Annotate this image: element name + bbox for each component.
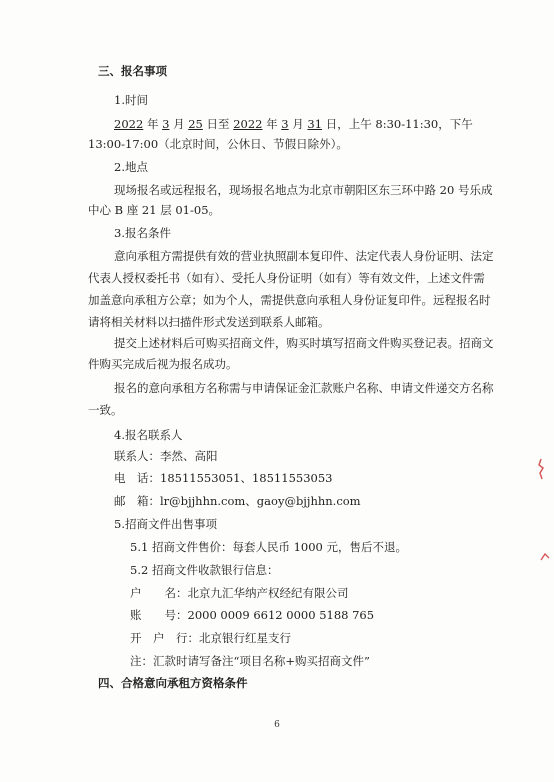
remittance-note: 注：汇款时请写备注“项目名称+购买招商文件”: [130, 654, 370, 668]
sale-price-label: 5.1 招商文件售价：: [130, 540, 233, 554]
place-line-2: 中心 B 座 21 层 01-05。: [88, 203, 221, 217]
section-4-title: 四、合格意向承租方资格条件: [98, 676, 248, 690]
account-number: 账 号：2000 0009 6612 0000 5188 765: [130, 608, 375, 622]
account-name: 户 名：北京九汇华纳产权经纪有限公司: [130, 586, 349, 600]
contact-email: 邮 箱：lr@bjjhhn.com、gaoy@bjjhhn.com: [114, 494, 361, 508]
conditions-p1-l2: 代表人授权委托书（如有）、受托人身份证明（如有）等有效文件，上述文件需: [88, 271, 485, 285]
conditions-p1-l3: 加盖意向承租方公章；如为个人，需提供意向承租人身份证复印件。远程报名时: [88, 293, 491, 307]
conditions-p2-l1: 提交上述材料后可购买招商文件，购买时填写招商文件购买登记表。招商文: [114, 336, 494, 350]
bank-info-title: 5.2 招商文件收款银行信息：: [130, 563, 279, 577]
seal-mark-icon: [536, 458, 546, 480]
start-month: 3: [162, 117, 170, 131]
conditions-title: 3.报名条件: [114, 226, 171, 240]
conditions-p3-l1: 报名的意向承租方名称需与申请保证金汇款账户名称、申请文件递交方名称: [114, 381, 494, 395]
sale-title: 5.招商文件出售事项: [114, 517, 217, 531]
seal-fragment-icon: [540, 552, 550, 562]
contact-person: 联系人：李然、高阳: [114, 449, 218, 463]
end-day: 31: [307, 117, 323, 131]
place-title: 2.地点: [114, 160, 148, 174]
end-year: 2022: [233, 117, 263, 131]
time-line-2: 13:00-17:00（北京时间，公休日、节假日除外）。: [88, 137, 348, 151]
sale-price-value: 每套人民币 1000 元，售后不退。: [232, 540, 408, 554]
time-title: 1.时间: [114, 93, 148, 107]
time-line-1: 2022 年 3 月 25 日至 2022 年 3 月 31 日，上午 8:30-11:30，下午: [114, 117, 473, 131]
conditions-p1-l4: 请将相关材料以扫描件形式发送到联系人邮箱。: [88, 315, 330, 329]
page-number: 6: [274, 720, 280, 730]
conditions-p1-l1: 意向承租方需提供有效的营业执照副本复印件、法定代表人身份证明、法定: [114, 249, 494, 263]
start-year: 2022: [114, 117, 144, 131]
sale-price: [130, 539, 407, 555]
contact-phone: 电 话：18511553051、18511553053: [114, 471, 333, 485]
conditions-p2-l2: 件购买完成后视为报名成功。: [88, 357, 238, 371]
conditions-p3-l2: 一致。: [88, 403, 123, 417]
start-day: 25: [188, 117, 203, 131]
place-line-1: 现场报名或远程报名，现场报名地点为北京市朝阳区东三环中路 20 号乐成: [114, 183, 493, 197]
bank-branch: 开 户 行：北京银行红星支行: [130, 631, 291, 645]
contact-title: 4.报名联系人: [114, 428, 183, 442]
end-month: 3: [281, 117, 289, 131]
section-3-title: 三、报名事项: [98, 64, 167, 78]
